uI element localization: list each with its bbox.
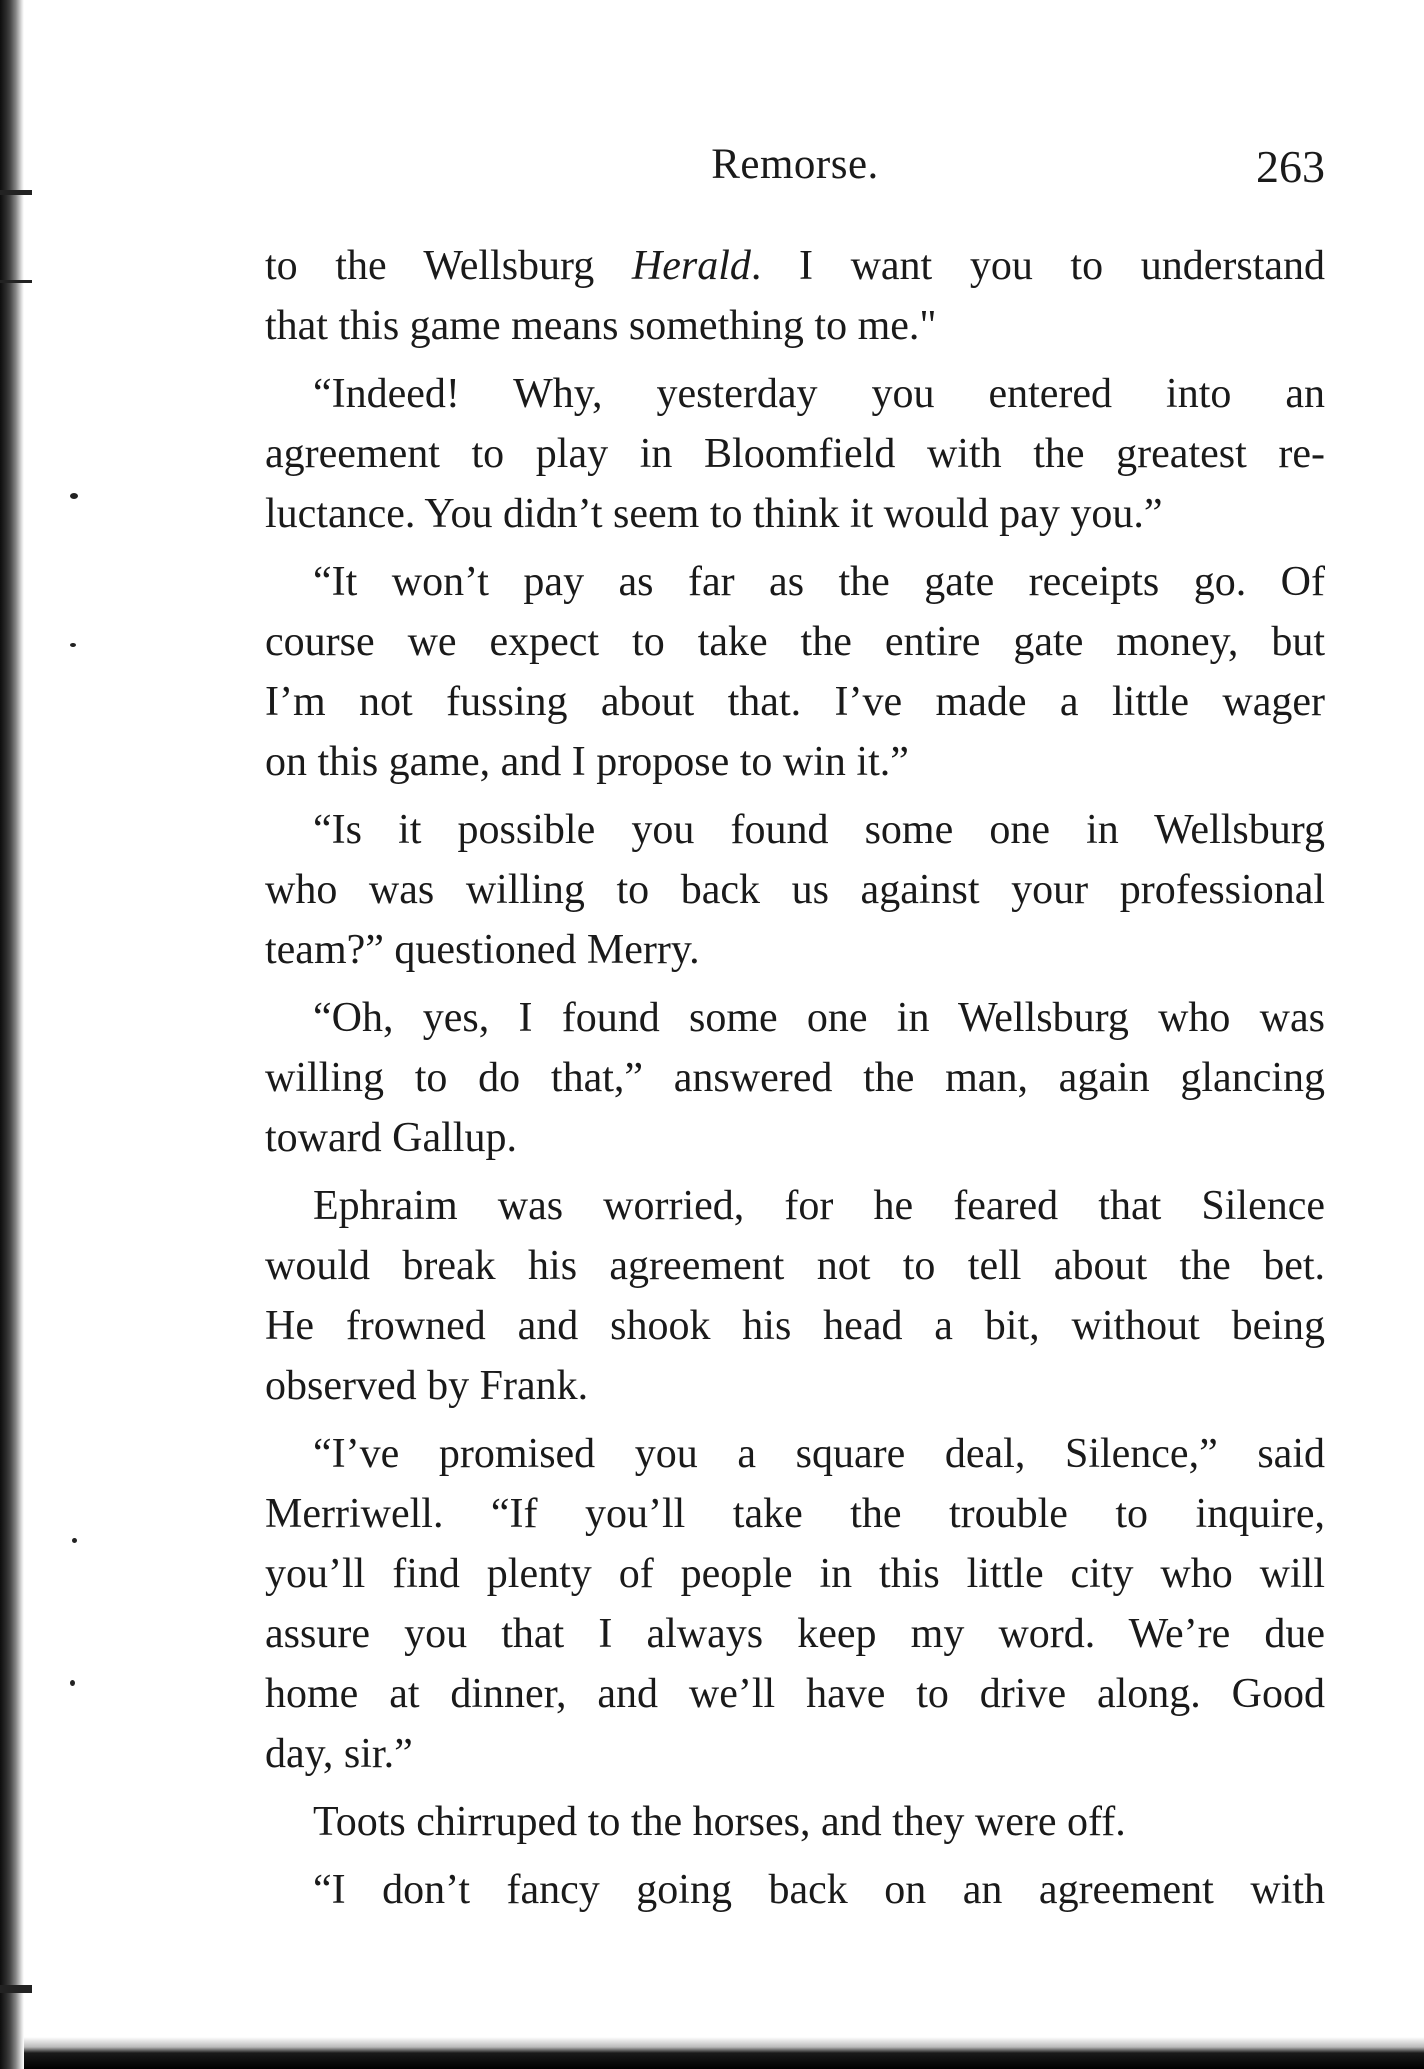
paragraph xyxy=(265,236,1325,356)
text-line: “It won’t pay as far as the gate receipts go. Of xyxy=(313,559,1325,605)
text-line: team?” questioned Merry. xyxy=(265,927,700,973)
text-line: would break his agreement not to tell about the bet. xyxy=(265,1243,1325,1289)
ink-speck xyxy=(70,1680,75,1686)
text-line: “I’ve promised you a square deal, Silence,” said xyxy=(313,1431,1325,1477)
text-line: “Indeed! Why, yesterday you entered into an xyxy=(313,371,1325,417)
text-line: “Is it possible you found some one in Wellsburg xyxy=(313,807,1325,853)
body-text xyxy=(265,236,1325,1928)
binding-edge xyxy=(0,0,24,2069)
text-line: that this game means something to me." xyxy=(265,303,937,349)
text-line: luctance. You didn’t seem to think it would pay you.” xyxy=(265,491,1163,537)
spine-mark xyxy=(0,280,32,283)
spine-mark xyxy=(0,190,32,195)
text-line: you’ll find plenty of people in this little city who will xyxy=(265,1551,1325,1597)
page-header xyxy=(265,140,1325,204)
paragraph xyxy=(265,1176,1325,1416)
text-line: “Oh, yes, I found some one in Wellsburg who was xyxy=(313,995,1325,1041)
text-line: observed by Frank. xyxy=(265,1363,589,1409)
text-line: assure you that I always keep my word. We’re due xyxy=(265,1611,1325,1657)
text-line: Merriwell. “If you’ll take the trouble to inquire, xyxy=(265,1491,1325,1537)
text-line: “I don’t fancy going back on an agreement with xyxy=(313,1867,1325,1913)
paragraph xyxy=(265,364,1325,544)
text-line: on this game, and I propose to win it.” xyxy=(265,739,909,785)
text-line: day, sir.” xyxy=(265,1731,413,1777)
text-line: who was willing to back us against your professional xyxy=(265,867,1325,913)
text-line: I’m not fussing about that. I’ve made a little wager xyxy=(265,679,1325,725)
ink-speck xyxy=(70,643,76,647)
text-line: agreement to play in Bloomfield with the greatest re- xyxy=(265,431,1325,477)
bottom-edge xyxy=(24,2037,1424,2069)
text-line: course we expect to take the entire gate money, but xyxy=(265,619,1325,665)
paragraph xyxy=(265,800,1325,980)
ink-speck xyxy=(70,493,78,499)
paragraph xyxy=(265,1860,1325,1920)
text-line: willing to do that,” answered the man, again glancing xyxy=(265,1055,1325,1101)
ink-speck xyxy=(72,1538,77,1543)
spine-mark xyxy=(0,1985,32,1993)
text-line: toward Gallup. xyxy=(265,1115,517,1161)
paragraph xyxy=(265,1792,1325,1852)
newspaper-title: Herald xyxy=(631,243,751,289)
running-title: Remorse. xyxy=(711,141,879,188)
paragraph xyxy=(265,552,1325,792)
paragraph xyxy=(265,1424,1325,1784)
text-line: Ephraim was worried, for he feared that Silence xyxy=(313,1183,1325,1229)
page-number: 263 xyxy=(1256,141,1325,192)
text-line: to the Wellsburg Herald. I want you to understand xyxy=(265,243,1325,289)
text-line: He frowned and shook his head a bit, without being xyxy=(265,1303,1325,1349)
text-line: home at dinner, and we’ll have to drive along. Good xyxy=(265,1671,1325,1717)
paragraph xyxy=(265,988,1325,1168)
text-line: Toots chirruped to the horses, and they were off. xyxy=(313,1799,1126,1845)
